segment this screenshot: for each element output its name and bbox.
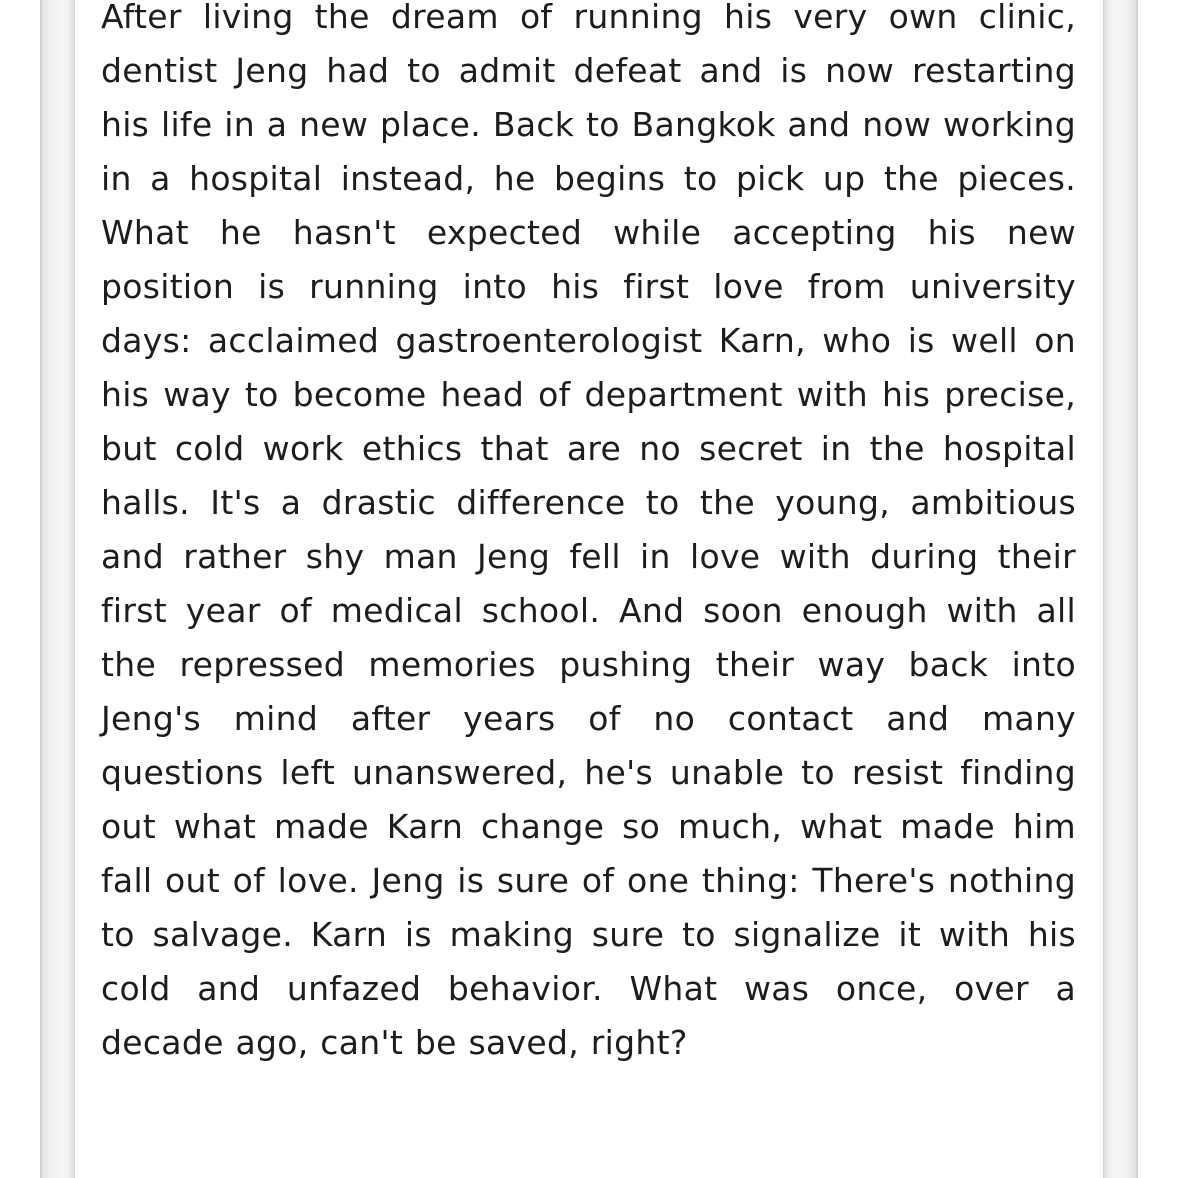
left-page-margin xyxy=(40,0,74,1178)
right-page-margin xyxy=(1104,0,1138,1178)
synopsis-paragraph: After living the dream of running his very own clinic, dentist Jeng had to admit defeat and is now restarting his life in a new place. Back to Bangkok and now working in a hospital instead, he begins to pick up the pieces. What he hasn't expected while accepting his new position is running into his first love from university days: acclaimed gastroenterologist Karn, who is well on his way to become head of department with his precise, but cold work ethics that are no secret in the hospital halls. It's a drastic difference to the young, ambitious and rather shy man Jeng fell in love with during their first year of medical school. And soon enough with all the repressed memories pushing their way back into Jeng's mind after years of no contact and many questions left unanswered, he's unable to resist finding out what made Karn change so much, what made him fall out of love. Jeng is sure of one thing: There's nothing to salvage. Karn is making sure to signalize it with his cold and unfazed behavior. What was once, over a decade ago, can't be saved, right? xyxy=(101,0,1076,1062)
